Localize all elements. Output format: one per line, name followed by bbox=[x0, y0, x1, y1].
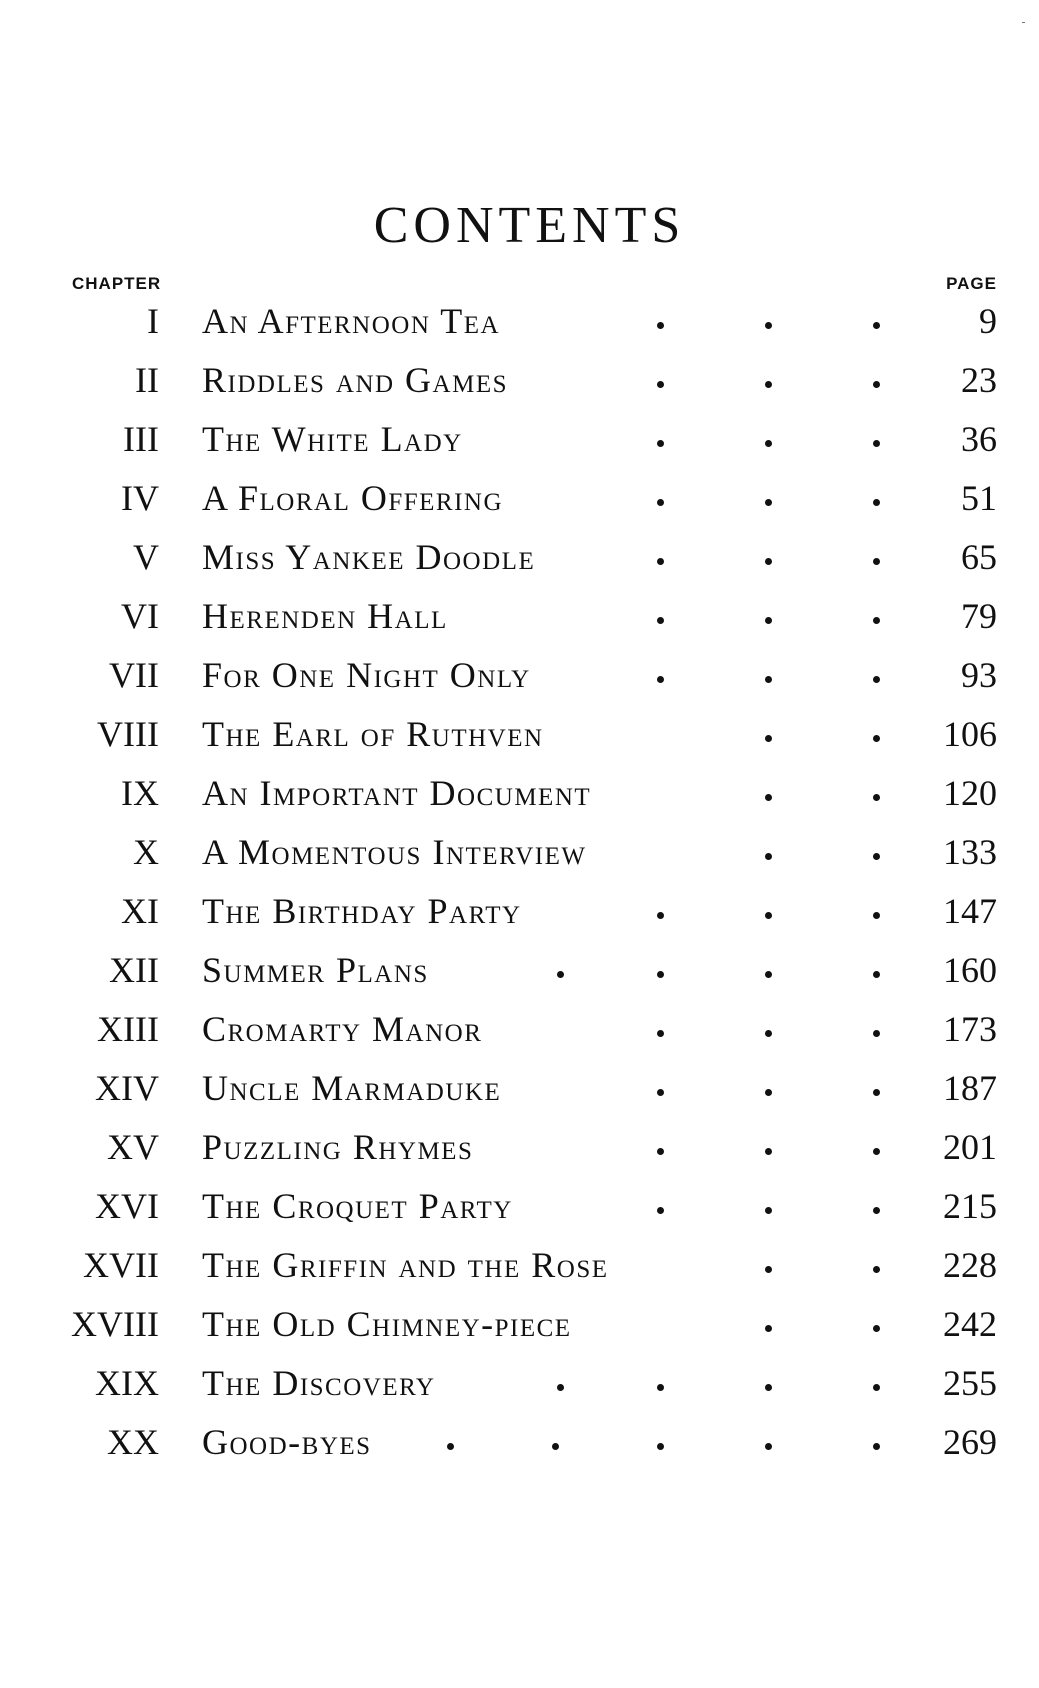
chapter-title: The Discovery bbox=[202, 1363, 436, 1403]
leader-dot bbox=[657, 558, 664, 565]
chapter-number: IX bbox=[121, 773, 159, 813]
leader-dot bbox=[765, 1207, 772, 1214]
page-number: 173 bbox=[943, 1009, 997, 1049]
chapter-number: XV bbox=[107, 1127, 159, 1167]
leader-dot bbox=[873, 1089, 880, 1096]
leader-dot bbox=[765, 1443, 772, 1450]
leader-dot bbox=[557, 1384, 564, 1391]
chapter-title: An Afternoon Tea bbox=[202, 301, 501, 341]
chapter-title: Herenden Hall bbox=[202, 596, 448, 636]
page-number: 269 bbox=[943, 1422, 997, 1462]
leader-dot bbox=[552, 1443, 559, 1450]
chapter-column-label: CHAPTER bbox=[72, 274, 162, 293]
leader-dot bbox=[657, 440, 664, 447]
leader-dot bbox=[765, 1030, 772, 1037]
leader-dot bbox=[447, 1443, 454, 1450]
page-number: 120 bbox=[943, 773, 997, 813]
leader-dots bbox=[202, 1000, 909, 1059]
leader-dot bbox=[657, 1089, 664, 1096]
chapter-title: The White Lady bbox=[202, 419, 463, 459]
page-number: 160 bbox=[943, 950, 997, 990]
toc-row bbox=[0, 469, 1039, 528]
page-number: 133 bbox=[943, 832, 997, 872]
toc-row bbox=[0, 528, 1039, 587]
page-number: 215 bbox=[943, 1186, 997, 1226]
chapter-title: A Floral Offering bbox=[202, 478, 504, 518]
leader-dots bbox=[202, 1354, 909, 1413]
leader-dots bbox=[202, 1118, 909, 1177]
leader-dot bbox=[765, 440, 772, 447]
chapter-number: XIII bbox=[97, 1009, 159, 1049]
leader-dot bbox=[873, 1325, 880, 1332]
chapter-title: Uncle Marmaduke bbox=[202, 1068, 502, 1108]
chapter-number: VIII bbox=[97, 714, 159, 754]
chapter-number: I bbox=[147, 301, 159, 341]
page-number: 187 bbox=[943, 1068, 997, 1108]
leader-dot bbox=[657, 381, 664, 388]
toc-row bbox=[0, 351, 1039, 410]
chapter-title: Riddles and Games bbox=[202, 360, 509, 400]
leader-dot bbox=[765, 794, 772, 801]
leader-dot bbox=[765, 735, 772, 742]
page-number: 147 bbox=[943, 891, 997, 931]
chapter-number: II bbox=[135, 360, 159, 400]
leader-dot bbox=[765, 1148, 772, 1155]
page-number: 201 bbox=[943, 1127, 997, 1167]
chapter-number: XII bbox=[109, 950, 159, 990]
chapter-number: VII bbox=[109, 655, 159, 695]
page-number: 51 bbox=[961, 478, 997, 518]
leader-dot bbox=[765, 381, 772, 388]
toc-row bbox=[0, 1000, 1039, 1059]
chapter-title: Summer Plans bbox=[202, 950, 429, 990]
page-number: 93 bbox=[961, 655, 997, 695]
leader-dots bbox=[202, 1236, 909, 1295]
leader-dot bbox=[765, 322, 772, 329]
leader-dot bbox=[765, 1325, 772, 1332]
leader-dot bbox=[657, 971, 664, 978]
chapter-title: Good-byes bbox=[202, 1422, 372, 1462]
leader-dot bbox=[873, 794, 880, 801]
leader-dots bbox=[202, 882, 909, 941]
chapter-title: A Momentous Interview bbox=[202, 832, 587, 872]
chapter-number: VI bbox=[121, 596, 159, 636]
leader-dot bbox=[873, 499, 880, 506]
leader-dot bbox=[657, 1384, 664, 1391]
leader-dot bbox=[765, 1384, 772, 1391]
leader-dots bbox=[202, 823, 909, 882]
chapter-title: The Griffin and the Rose bbox=[202, 1245, 609, 1285]
leader-dot bbox=[873, 971, 880, 978]
chapter-number: IV bbox=[121, 478, 159, 518]
toc-row bbox=[0, 882, 1039, 941]
chapter-number: III bbox=[123, 419, 159, 459]
toc-row bbox=[0, 292, 1039, 351]
toc-row bbox=[0, 1177, 1039, 1236]
table-of-contents bbox=[0, 292, 1039, 1472]
leader-dots bbox=[202, 351, 909, 410]
toc-row bbox=[0, 764, 1039, 823]
toc-row bbox=[0, 1236, 1039, 1295]
leader-dot bbox=[873, 1266, 880, 1273]
page-number: 23 bbox=[961, 360, 997, 400]
toc-row bbox=[0, 1059, 1039, 1118]
leader-dots bbox=[202, 941, 909, 1000]
leader-dot bbox=[657, 676, 664, 683]
chapter-number: XVIII bbox=[71, 1304, 159, 1344]
leader-dot bbox=[873, 1148, 880, 1155]
leader-dot bbox=[873, 440, 880, 447]
page-number: 228 bbox=[943, 1245, 997, 1285]
leader-dot bbox=[873, 1384, 880, 1391]
leader-dot bbox=[765, 499, 772, 506]
leader-dot bbox=[765, 676, 772, 683]
leader-dot bbox=[765, 558, 772, 565]
chapter-number: XVII bbox=[83, 1245, 159, 1285]
leader-dots bbox=[202, 410, 909, 469]
leader-dot bbox=[873, 322, 880, 329]
leader-dot bbox=[657, 1207, 664, 1214]
leader-dot bbox=[873, 617, 880, 624]
chapter-title: The Croquet Party bbox=[202, 1186, 513, 1226]
leader-dot bbox=[873, 853, 880, 860]
chapter-number: XI bbox=[121, 891, 159, 931]
leader-dots bbox=[202, 292, 909, 351]
leader-dot bbox=[657, 1030, 664, 1037]
leader-dot bbox=[657, 322, 664, 329]
scan-speck bbox=[1022, 22, 1025, 23]
chapter-title: The Old Chimney-piece bbox=[202, 1304, 572, 1344]
chapter-title: Miss Yankee Doodle bbox=[202, 537, 536, 577]
leader-dots bbox=[202, 646, 909, 705]
toc-row bbox=[0, 823, 1039, 882]
toc-row bbox=[0, 1354, 1039, 1413]
page-title: CONTENTS bbox=[373, 197, 686, 254]
leader-dot bbox=[873, 676, 880, 683]
chapter-title: The Birthday Party bbox=[202, 891, 522, 931]
chapter-number: X bbox=[133, 832, 159, 872]
leader-dot bbox=[765, 971, 772, 978]
leader-dot bbox=[765, 912, 772, 919]
leader-dot bbox=[657, 912, 664, 919]
chapter-number: XIX bbox=[95, 1363, 159, 1403]
leader-dots bbox=[202, 1413, 909, 1472]
leader-dot bbox=[765, 1266, 772, 1273]
leader-dot bbox=[873, 558, 880, 565]
toc-row bbox=[0, 1413, 1039, 1472]
chapter-number: XIV bbox=[95, 1068, 159, 1108]
chapter-number: XVI bbox=[95, 1186, 159, 1226]
leader-dots bbox=[202, 528, 909, 587]
page-number: 36 bbox=[961, 419, 997, 459]
leader-dot bbox=[657, 499, 664, 506]
leader-dot bbox=[873, 1443, 880, 1450]
page-number: 242 bbox=[943, 1304, 997, 1344]
chapter-title: Puzzling Rhymes bbox=[202, 1127, 474, 1167]
chapter-number: V bbox=[133, 537, 159, 577]
page-number: 106 bbox=[943, 714, 997, 754]
leader-dot bbox=[657, 1148, 664, 1155]
leader-dot bbox=[873, 1030, 880, 1037]
leader-dot bbox=[873, 381, 880, 388]
leader-dot bbox=[873, 912, 880, 919]
leader-dots bbox=[202, 1295, 909, 1354]
page-number: 255 bbox=[943, 1363, 997, 1403]
page-number: 9 bbox=[979, 301, 997, 341]
toc-row bbox=[0, 1118, 1039, 1177]
toc-row bbox=[0, 941, 1039, 1000]
leader-dots bbox=[202, 764, 909, 823]
page-number: 65 bbox=[961, 537, 997, 577]
leader-dot bbox=[657, 617, 664, 624]
chapter-title: For One Night Only bbox=[202, 655, 531, 695]
leader-dots bbox=[202, 1059, 909, 1118]
toc-row bbox=[0, 646, 1039, 705]
chapter-title: The Earl of Ruthven bbox=[202, 714, 544, 754]
toc-row bbox=[0, 410, 1039, 469]
leader-dot bbox=[765, 1089, 772, 1096]
toc-row bbox=[0, 587, 1039, 646]
page-number: 79 bbox=[961, 596, 997, 636]
leader-dot bbox=[873, 1207, 880, 1214]
page-column-label: PAGE bbox=[946, 274, 997, 293]
chapter-title: Cromarty Manor bbox=[202, 1009, 483, 1049]
toc-row bbox=[0, 1295, 1039, 1354]
chapter-title: An Important Document bbox=[202, 773, 592, 813]
leader-dots bbox=[202, 705, 909, 764]
leader-dot bbox=[657, 1443, 664, 1450]
toc-row bbox=[0, 705, 1039, 764]
leader-dots bbox=[202, 469, 909, 528]
leader-dots bbox=[202, 1177, 909, 1236]
chapter-number: XX bbox=[107, 1422, 159, 1462]
leader-dot bbox=[765, 853, 772, 860]
leader-dot bbox=[873, 735, 880, 742]
leader-dot bbox=[557, 971, 564, 978]
leader-dot bbox=[765, 617, 772, 624]
leader-dots bbox=[202, 587, 909, 646]
